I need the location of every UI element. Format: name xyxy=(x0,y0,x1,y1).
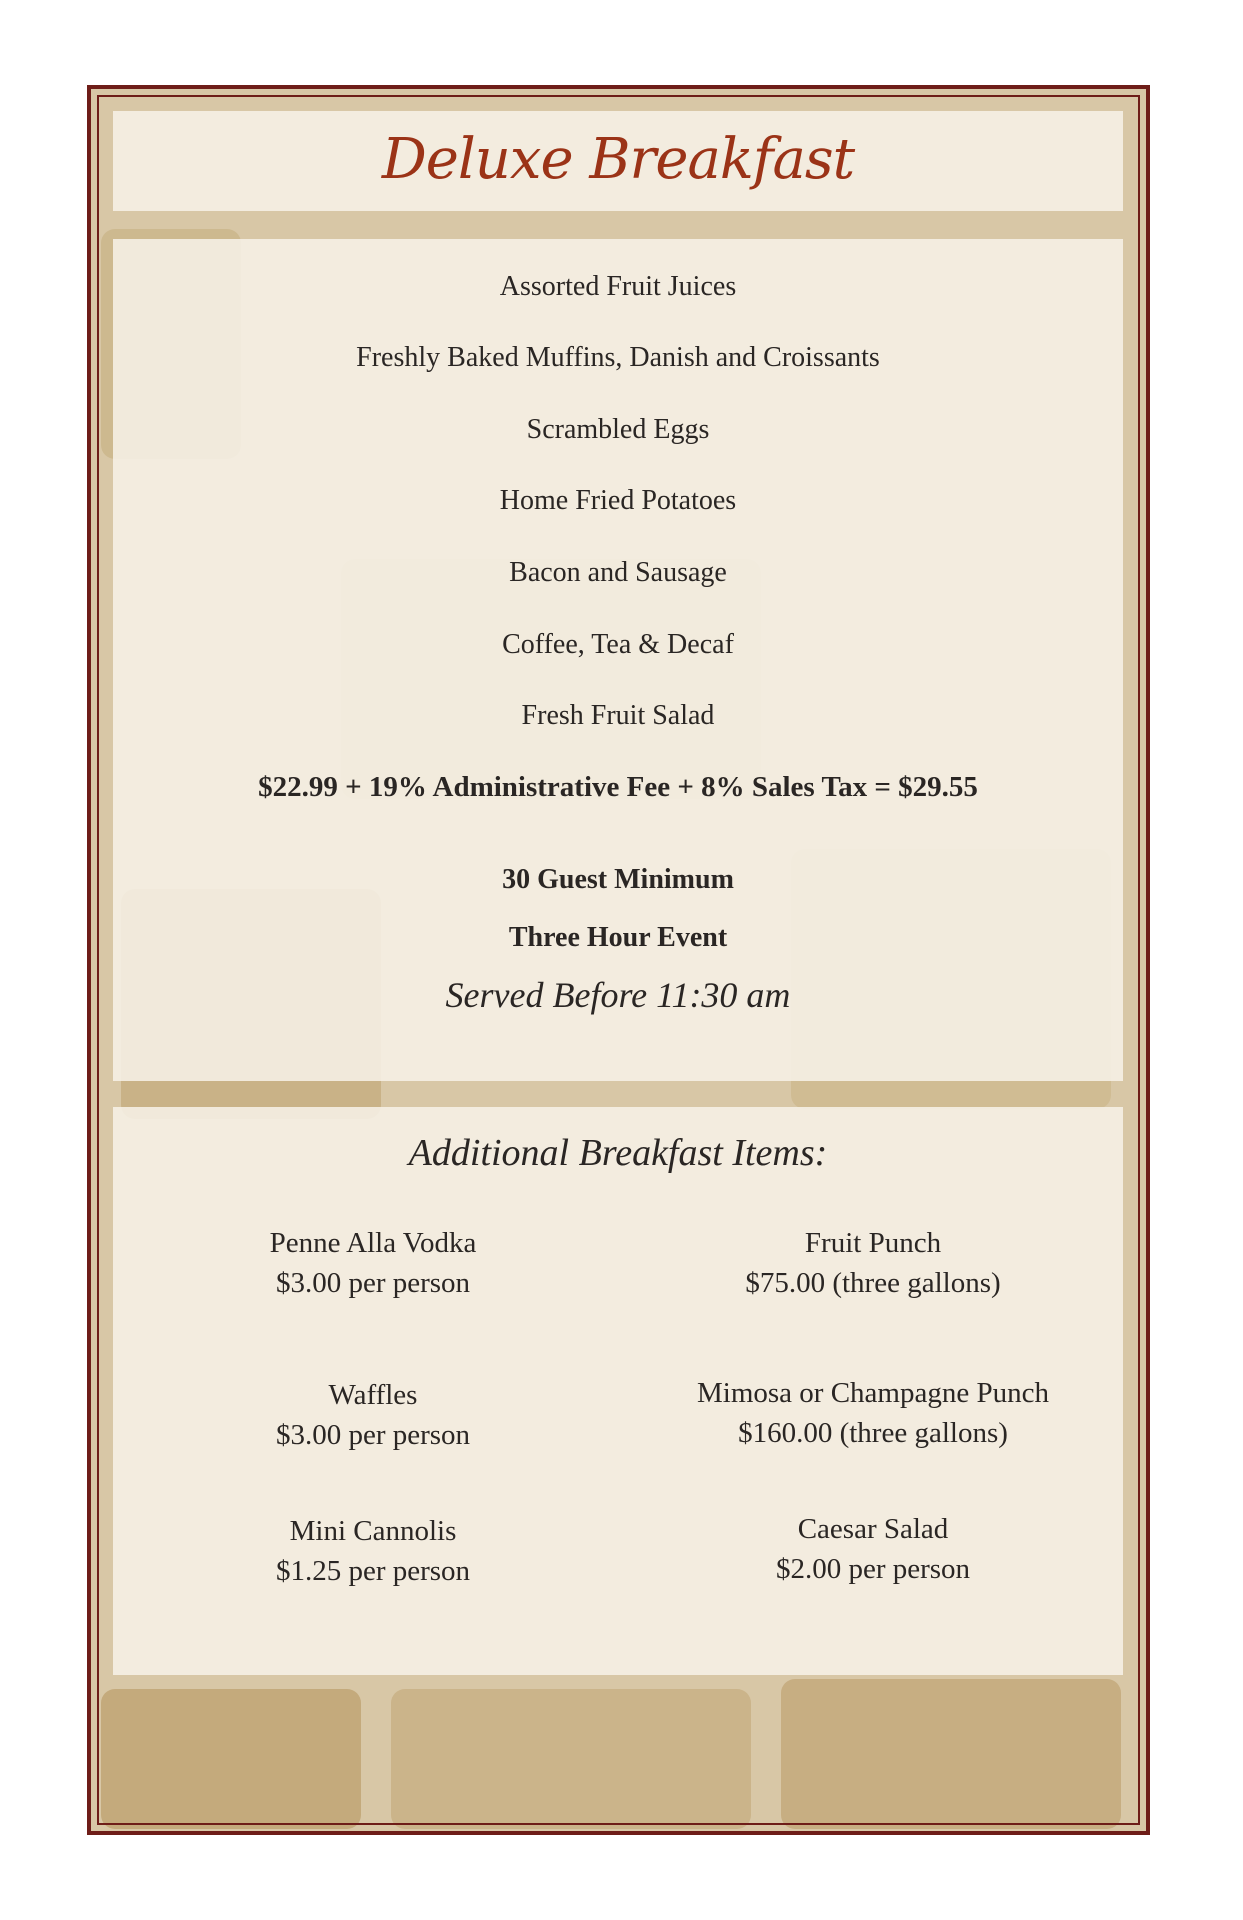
price-line: $22.99 + 19% Administrative Fee + 8% Sales Tax = $29.55 xyxy=(258,771,978,803)
additional-item xyxy=(673,1509,1073,1589)
menu-items-panel xyxy=(113,239,1123,1081)
title-panel xyxy=(113,111,1123,211)
menu-title: Deluxe Breakfast xyxy=(381,127,855,192)
served-time: Served Before 11:30 am xyxy=(445,975,791,1015)
menu-item: Assorted Fruit Juices xyxy=(499,271,737,302)
additional-item xyxy=(173,1511,573,1591)
guest-minimum: 30 Guest Minimum xyxy=(502,864,734,895)
item-price: $2.00 per person xyxy=(775,1553,971,1585)
item-price: $75.00 (three gallons) xyxy=(745,1267,1001,1299)
additional-heading: Additional Breakfast Items: xyxy=(408,1132,828,1174)
additional-item xyxy=(673,1373,1073,1453)
additional-item xyxy=(173,1375,573,1455)
item-name: Fruit Punch xyxy=(804,1227,942,1259)
additional-item xyxy=(673,1223,1073,1303)
item-price: $160.00 (three gallons) xyxy=(738,1417,1008,1449)
item-name: Penne Alla Vodka xyxy=(269,1227,477,1259)
item-name: Mimosa or Champagne Punch xyxy=(697,1377,1049,1409)
menu-item: Freshly Baked Muffins, Danish and Croissants xyxy=(356,342,880,373)
item-name: Mini Cannolis xyxy=(289,1515,457,1547)
item-name: Caesar Salad xyxy=(797,1513,949,1545)
additional-items-panel xyxy=(113,1107,1123,1675)
additional-item xyxy=(173,1223,573,1303)
item-price: $3.00 per person xyxy=(275,1267,471,1299)
event-duration: Three Hour Event xyxy=(508,922,728,953)
item-name: Waffles xyxy=(328,1379,418,1411)
menu-item: Scrambled Eggs xyxy=(526,414,710,445)
menu-item: Bacon and Sausage xyxy=(509,557,727,588)
menu-frame xyxy=(87,85,1150,1835)
menu-item: Fresh Fruit Salad xyxy=(521,700,715,731)
item-price: $3.00 per person xyxy=(275,1419,471,1451)
item-price: $1.25 per person xyxy=(275,1555,471,1587)
menu-item: Home Fried Potatoes xyxy=(499,485,737,516)
menu-item: Coffee, Tea & Decaf xyxy=(502,629,734,660)
